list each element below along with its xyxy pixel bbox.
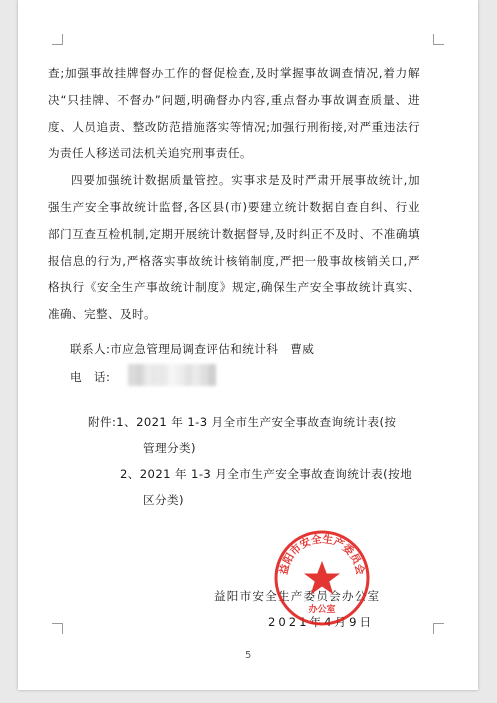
body-text [48,60,420,328]
phone-label: 电 话: [70,370,111,384]
seal-star-icon [304,561,340,595]
issue-date: 2021年4月9日 [268,615,375,629]
attachment-1-line-2: 管理分类) [143,441,196,455]
paragraph-2: 四要加强统计数据质量管控。实事求是及时严肃开展事故统计,加强生产安全事故统计监督,各区县(市)要建立统计数据自查自纠、行业部门互查互检机制,定期开展统计数据督导,及时纠正不及时、不准确填报信息的行为,严格落实事故统计核销制度,严把一般事故核销关口,严格执行《安全生产事故统计制度》规定,确保生产安全事故统计真实、准确、完整、及时。 [48,173,420,322]
issuer-signature: 益阳市安全生产委员会办公室 [214,589,381,603]
page-number: 5 [245,650,252,661]
contact-phone [70,369,216,386]
paragraph-1: 查;加强事故挂牌督办工作的督促检查,及时掌握事故调查情况,着力解决“只挂牌、不督办”问题,明确督办内容,重点督办事故调查质量、进度、人员追责、整改防范措施落实等情况;加强行刑衔接,对严重违法行为责任人移送司法机关追究刑事责任。 [48,66,420,161]
crop-mark-bottom-left [52,623,63,634]
phone-number-redacted [128,364,216,386]
official-seal-stamp [272,528,372,628]
attachment-1-line-1: 附件:1、2021 年 1-3 月全市生产安全事故查询统计表(按 [88,415,397,429]
crop-mark-top-right [433,34,444,45]
attachment-2-line-2: 区分类) [143,493,184,507]
seal-arc-textpath: 益阳市安全生产委员会 [277,533,367,576]
attachment-2 [120,461,438,513]
contact-person: 联系人:市应急管理局调查评估和统计科 曹威 [70,342,315,356]
crop-mark-bottom-right [433,623,444,634]
attachment-2-line-1: 2、2021 年 1-3 月全市生产安全事故查询统计表(按地 [120,467,413,481]
seal-bottom-text: 办公室 [308,605,336,615]
attachment-1 [88,409,438,461]
crop-mark-top-left [52,34,63,45]
